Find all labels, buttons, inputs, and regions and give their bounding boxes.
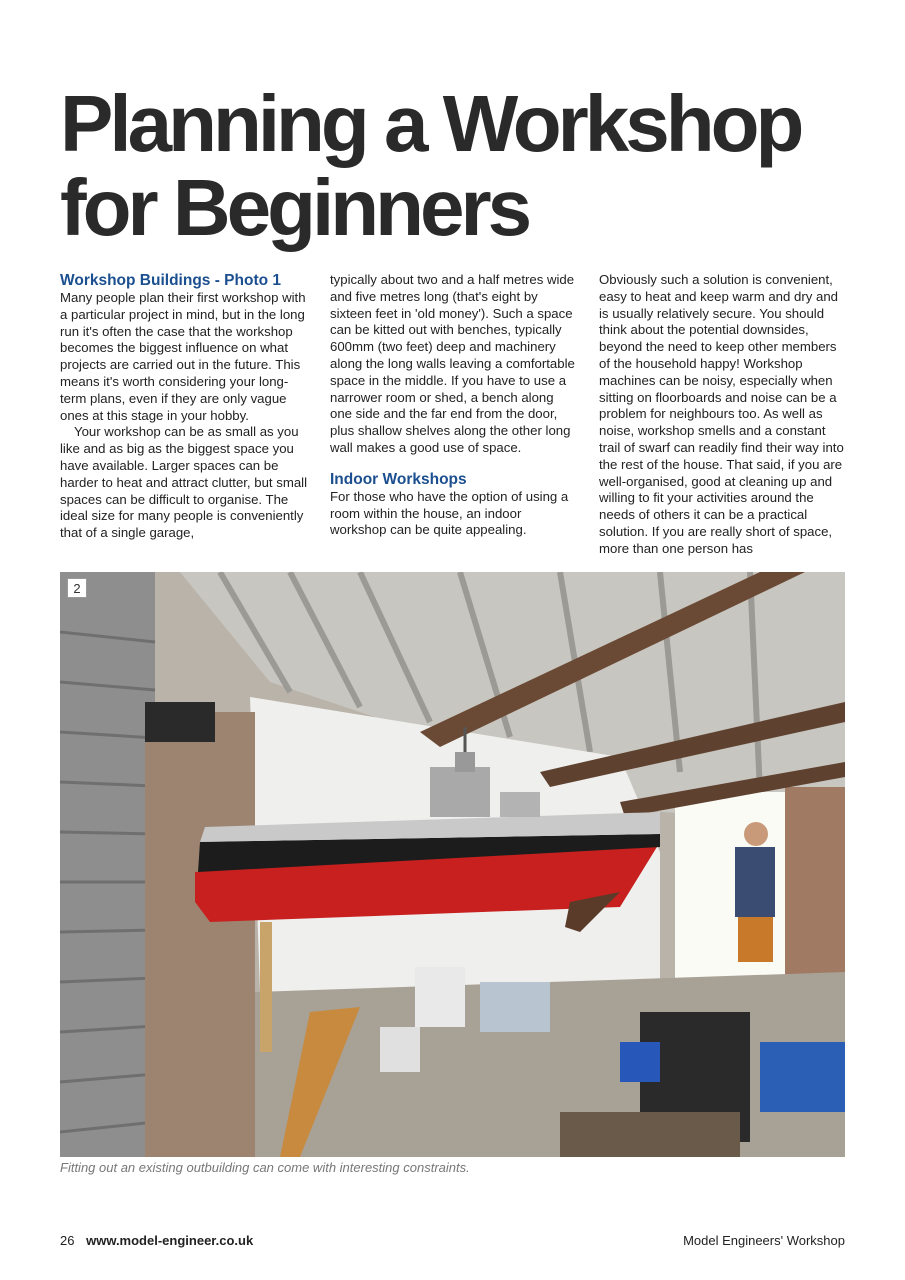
article-title: Planning a Workshop for Beginners bbox=[60, 79, 801, 252]
footer-left bbox=[60, 1233, 253, 1248]
website-link[interactable]: www.model-engineer.co.uk bbox=[86, 1233, 254, 1248]
paragraph: Many people plan their first workshop with a particular project in mind, but in the long run it's often the case that the workshop becomes the biggest influence on what projects are carried out in the future. This means it's worth considering your long-term plans, even if they are only vague ones at this stage in your hobby. bbox=[60, 290, 306, 423]
paragraph: For those who have the option of using a room within the house, an indoor workshop can be quite appealing. bbox=[330, 488, 569, 538]
workshop-photo bbox=[60, 572, 845, 1157]
column-3 bbox=[599, 272, 847, 558]
photo-caption: Fitting out an existing outbuilding can come with interesting constraints. bbox=[60, 1160, 470, 1175]
page-number: 26 bbox=[60, 1233, 75, 1248]
magazine-name: Model Engineers' Workshop bbox=[683, 1233, 845, 1248]
paragraph: Obviously such a solution is convenient, easy to heat and keep warm and dry and is usually relatively secure. You should think about the potential downsides, beyond the need to keep other members of the household happy! Workshop machines can be noisy, especially when sitting on floorboards and noise can be a problem for neighbours too. As well as noise, workshop smells and a constant trail of swarf can readily find their way into the rest of the house. That said, if you are well-organised, good at cleaning up and willing to fit your activities around the needs of others it can be a practical solution. If you are really short of space, more than one person has bbox=[599, 272, 844, 556]
column-2 bbox=[330, 272, 578, 539]
section-heading-workshop-buildings: Workshop Buildings - Photo 1 bbox=[60, 272, 282, 289]
photo-number-label: 2 bbox=[67, 578, 87, 598]
paragraph: Your workshop can be as small as you like and as big as the biggest space you have available. Larger spaces can be harder to heat and attract clutter, but small spaces can be difficult to organise. The ideal size for many people is conveniently that of a single garage, bbox=[60, 424, 308, 541]
garage-illustration bbox=[60, 572, 845, 1157]
column-1 bbox=[60, 272, 308, 542]
paragraph: typically about two and a half metres wide and five metres long (that's eight by sixteen feet in 'old money'). Such a space can be kitted out with benches, typically 600mm (two feet) deep and machinery along the long walls leaving a comfortable space in the middle. If you have to use a narrower room or shed, a bench along one side and the far end from the door, plus shallow shelves along the other long wall makes a good use of space. bbox=[330, 272, 575, 455]
section-heading-indoor-workshops: Indoor Workshops bbox=[330, 470, 467, 488]
